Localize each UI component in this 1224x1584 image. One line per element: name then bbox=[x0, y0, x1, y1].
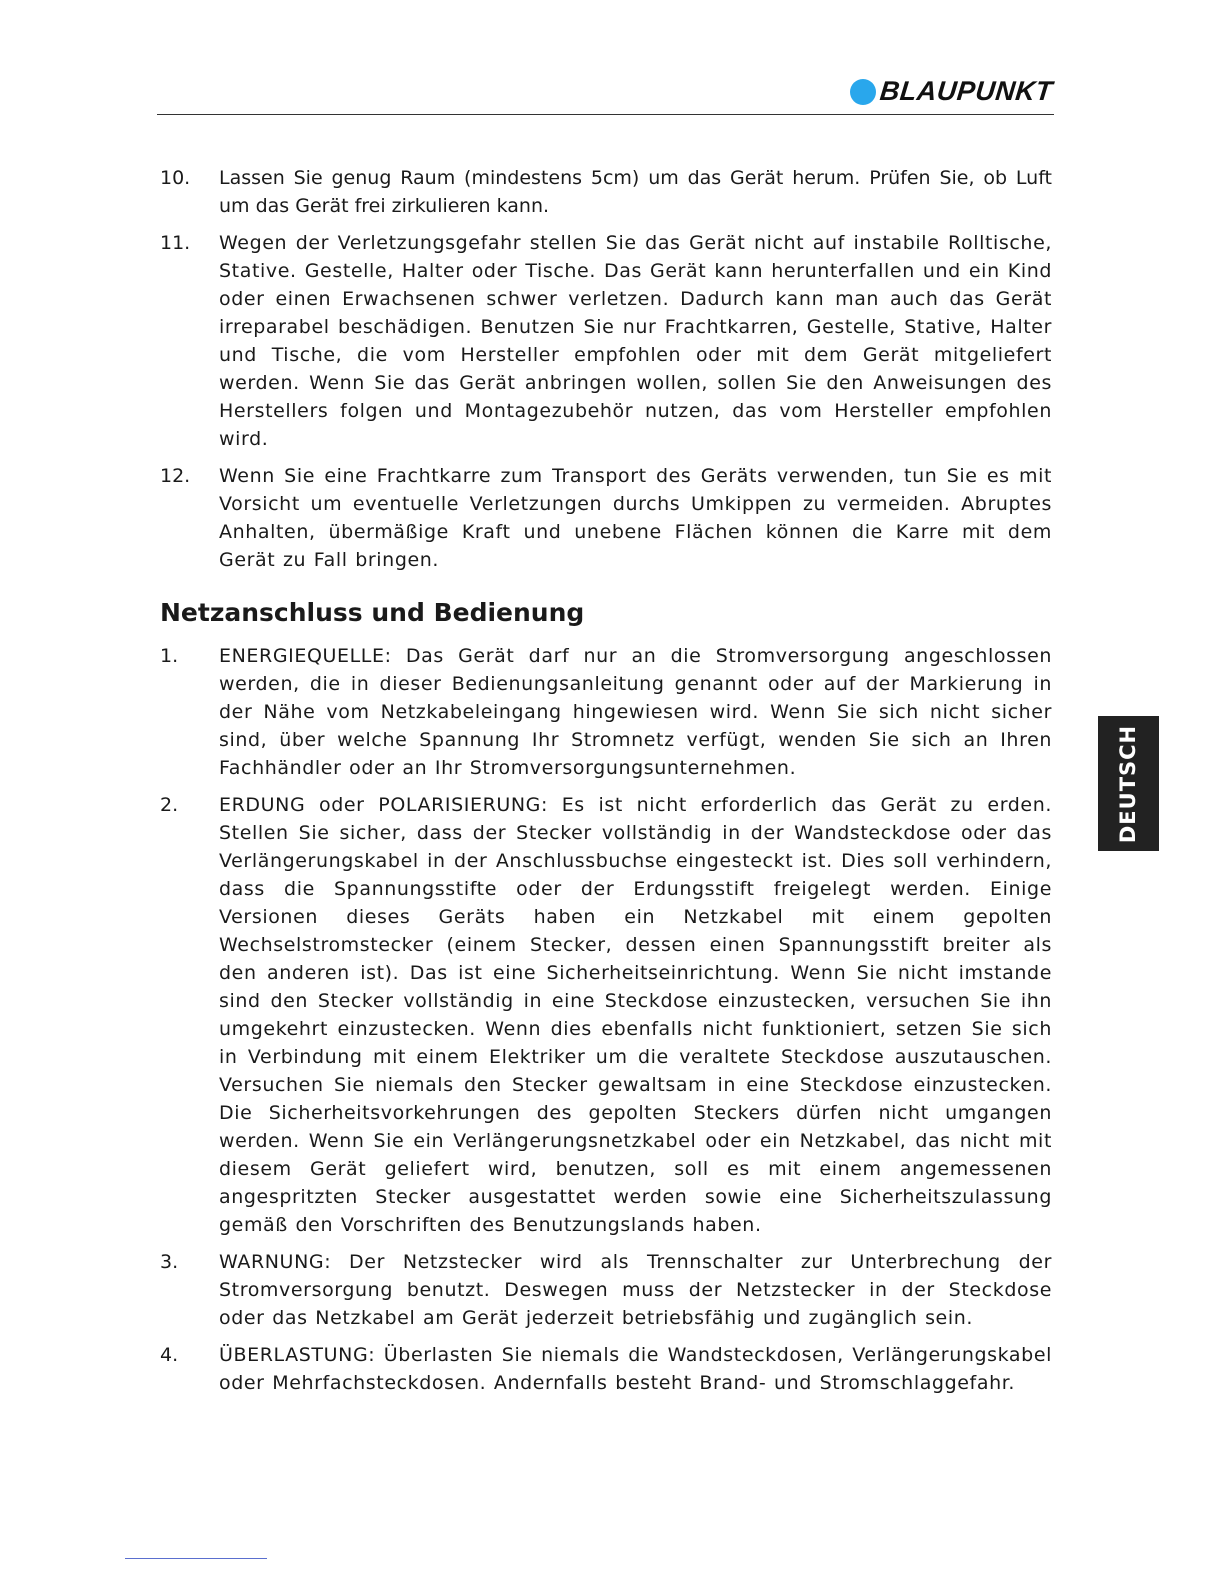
item-text: Lassen Sie genug Raum (mindestens 5cm) um das Gerät herum. Prüfen Sie, ob Luft um das Gerät frei zirkulieren kann. bbox=[219, 167, 1052, 217]
list-item bbox=[160, 1248, 1052, 1332]
section1-list bbox=[160, 164, 1052, 574]
section-heading: Netzanschluss und Bedienung bbox=[160, 598, 585, 627]
page-content bbox=[160, 164, 1052, 1406]
section2-list bbox=[160, 642, 1052, 1397]
footer-divider bbox=[125, 1558, 267, 1559]
header-divider bbox=[157, 114, 1054, 115]
item-number: 1. bbox=[160, 645, 179, 667]
item-text: Wegen der Verletzungsgefahr stellen Sie das Gerät nicht auf instabile Rolltische, Stative. Gestelle, Halter oder Tische. Das Gerät kann herunterfallen und ein Kind oder einen Erwachsenen schwer verletzen. Dadurch kann man auch das Gerät irreparabel beschädigen. Benutzen Sie nur Frachtkarren, Gestelle, Stative, Halter und Tische, die vom Hersteller empfohlen oder mit dem Gerät mitgeliefert werden. Wenn Sie das Gerät anbringen wollen, sollen Sie den Anweisungen des Herstellers folgen und Montagezubehör nutzen, das vom Hersteller empfohlen wird. bbox=[219, 232, 1052, 450]
item-number: 2. bbox=[160, 794, 179, 816]
brand-name: BLAUPUNKT bbox=[877, 76, 1054, 106]
language-tab-label: DEUTSCH bbox=[1116, 724, 1141, 843]
item-text: ENERGIEQUELLE: Das Gerät darf nur an die Stromversorgung angeschlossen werden, die in dieser Bedienungsanleitung genannt oder auf der Markierung in der Nähe vom Netzkabeleingang hingewiesen wird. Wenn Sie sich nicht sicher sind, über welche Spannung Ihr Stromnetz verfügt, wenden Sie sich an Ihren Fachhändler oder an Ihr Stromversorgungsunternehmen. bbox=[219, 645, 1052, 779]
item-number: 11. bbox=[160, 232, 191, 254]
list-item bbox=[160, 164, 1052, 220]
item-text: Wenn Sie eine Frachtkarre zum Transport des Geräts verwenden, tun Sie es mit Vorsicht um eventuelle Verletzungen durchs Umkippen zu vermeiden. Abruptes Anhalten, übermäßige Kraft und unebene Flächen können die Karre mit dem Gerät zu Fall bringen. bbox=[219, 465, 1052, 571]
brand-dot-icon bbox=[850, 79, 876, 105]
item-text: ÜBERLASTUNG: Überlasten Sie niemals die Wandsteckdosen, Verlängerungskabel oder Mehrfachsteckdosen. Andernfalls besteht Brand- und Stromschlaggefahr. bbox=[219, 1344, 1052, 1394]
list-item bbox=[160, 791, 1052, 1239]
list-item bbox=[160, 462, 1052, 574]
brand-logo bbox=[850, 76, 1053, 107]
language-tab bbox=[1098, 716, 1159, 851]
list-item bbox=[160, 229, 1052, 453]
item-number: 12. bbox=[160, 465, 191, 487]
item-text: ERDUNG oder POLARISIERUNG: Es ist nicht erforderlich das Gerät zu erden. Stellen Sie sicher, dass der Stecker vollständig in der Wandsteckdose oder das Verlängerungskabel in der Anschlussbuchse eingesteckt ist. Dies soll verhindern, dass die Spannungsstifte oder der Erdungsstift freigelegt werden. Einige Versionen dieses Geräts haben ein Netzkabel mit einem gepolten Wechselstromstecker (einem Stecker, dessen einen Spannungsstift breiter als den anderen ist). Das ist eine Sicherheitseinrichtung. Wenn Sie nicht imstande sind den Stecker vollständig in eine Steckdose einzustecken, versuchen Sie ihn umgekehrt einzustecken. Wenn dies ebenfalls nicht funktioniert, setzen Sie sich in Verbindung mit einem Elektriker um die veraltete Steckdose auszutauschen. Versuchen Sie niemals den Stecker gewaltsam in eine Steckdose einzustecken. Die Sicherheitsvorkehrungen des gepolten Steckers dürfen nicht umgangen werden. Wenn Sie ein Verlängerungsnetzkabel oder ein Netzkabel, das nicht mit diesem Gerät geliefert wird, benutzen, soll es mit einem angemessenen angespritzten Stecker ausgestattet werden sowie eine Sicherheitszulassung gemäß den Vorschriften des Benutzungslands haben. bbox=[219, 794, 1052, 1236]
list-item bbox=[160, 1341, 1052, 1397]
list-item bbox=[160, 642, 1052, 782]
item-text: WARNUNG: Der Netzstecker wird als Trennschalter zur Unterbrechung der Stromversorgung benutzt. Deswegen muss der Netzstecker in der Steckdose oder das Netzkabel am Gerät jederzeit betriebsfähig und zugänglich sein. bbox=[219, 1251, 1052, 1329]
item-number: 3. bbox=[160, 1251, 179, 1273]
item-number: 4. bbox=[160, 1344, 179, 1366]
item-number: 10. bbox=[160, 167, 191, 189]
